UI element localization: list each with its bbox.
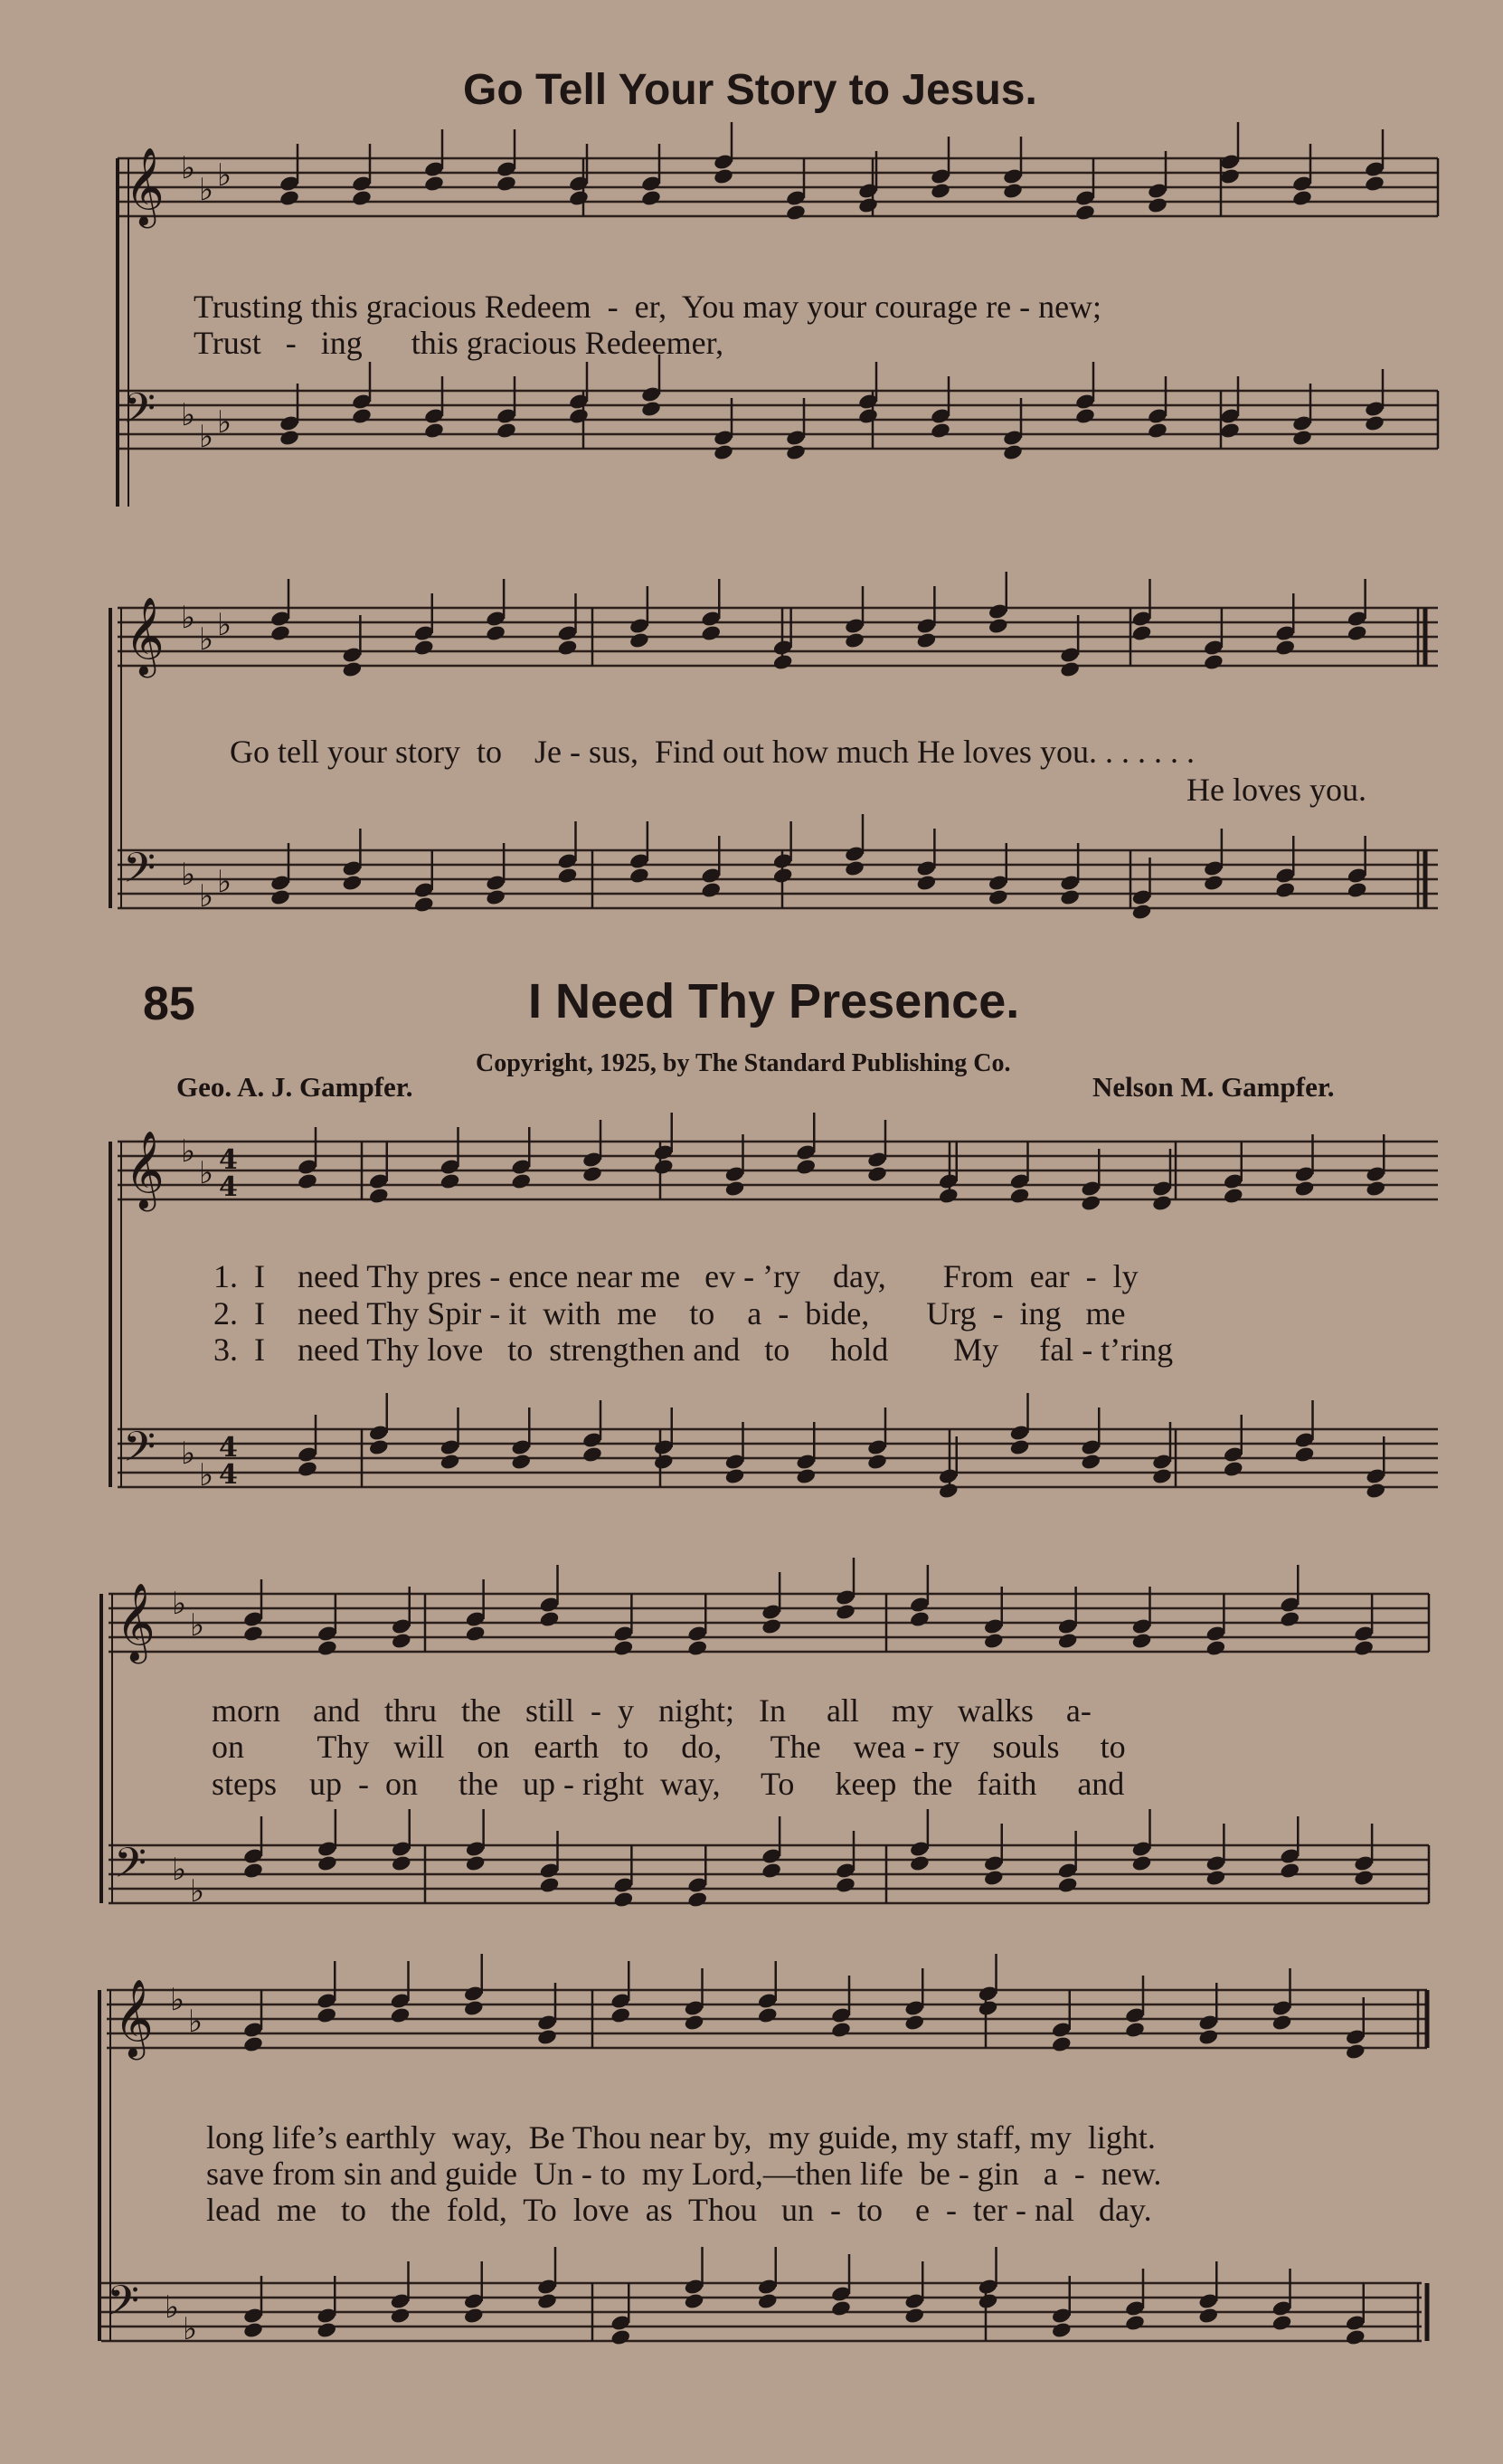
note-head	[391, 1854, 412, 1872]
note-head	[342, 874, 364, 892]
note-head	[390, 2006, 411, 2024]
note-head	[724, 1180, 746, 1198]
note-head	[1219, 167, 1241, 185]
svg-text:𝄢: 𝄢	[123, 844, 156, 903]
note-head	[988, 888, 1009, 906]
note-head	[772, 867, 794, 885]
note-head	[1051, 2321, 1073, 2339]
hymn1-s2-lyric2: He loves you.	[1186, 772, 1366, 808]
svg-text:𝄢: 𝄢	[123, 1423, 156, 1482]
note-head	[279, 189, 300, 207]
note-head	[368, 1187, 390, 1205]
note-head	[1124, 2021, 1146, 2039]
hymn2-s3-verse1: long life’s earthly way, Be Thou near by, my guide, my staff, my light.	[206, 2119, 1156, 2156]
note-head	[1364, 414, 1385, 432]
svg-text:4: 4	[219, 1144, 238, 1176]
note-head	[1271, 2314, 1293, 2332]
note-head	[857, 407, 879, 425]
note-head	[903, 2307, 925, 2325]
svg-text:♭: ♭	[165, 2289, 180, 2326]
note-head	[539, 1876, 561, 1894]
note-head	[686, 1639, 708, 1657]
note-head	[835, 1876, 856, 1894]
note-head	[297, 1460, 318, 1478]
note-head	[844, 631, 865, 649]
note-head	[496, 422, 517, 440]
svg-text:♭: ♭	[199, 419, 214, 455]
note-head	[686, 1891, 708, 1909]
note-head	[785, 443, 807, 461]
note-head	[1223, 1460, 1244, 1478]
svg-text:𝄢: 𝄢	[114, 1839, 147, 1898]
note-head	[830, 2299, 852, 2317]
note-head	[613, 1639, 635, 1657]
hymn-number: 85	[143, 978, 195, 1030]
note-head	[496, 175, 517, 193]
note-head	[269, 888, 291, 906]
svg-text:𝄢: 𝄢	[107, 2277, 140, 2336]
note-head	[1057, 1876, 1079, 1894]
note-head	[242, 1862, 264, 1880]
note-head	[1131, 624, 1153, 642]
hymn2-title: I Need Thy Presence.	[528, 974, 1020, 1028]
note-head	[269, 624, 291, 642]
hymn1-s2-lyric1: Go tell your story to Je - sus, Find out how much He loves you. . . . . . .	[230, 734, 1195, 770]
note-head	[1080, 1453, 1101, 1471]
note-head	[1059, 660, 1081, 678]
note-head	[1057, 1632, 1079, 1650]
note-head	[713, 443, 734, 461]
svg-text:♭: ♭	[199, 1155, 214, 1191]
note-head	[316, 2321, 337, 2339]
note-head	[317, 1639, 338, 1657]
note-head	[700, 624, 722, 642]
note-head	[930, 422, 951, 440]
note-head	[1345, 2328, 1366, 2346]
note-head	[465, 1854, 487, 1872]
note-head	[463, 2307, 485, 2325]
note-head	[390, 2307, 411, 2325]
note-head	[465, 1625, 487, 1643]
note-head	[297, 1172, 318, 1190]
note-head	[857, 196, 879, 214]
note-head	[1059, 888, 1081, 906]
composer-credit: Nelson M. Gampfer.	[1092, 1071, 1335, 1103]
note-head	[1151, 1194, 1173, 1212]
note-head	[844, 859, 865, 877]
note-head	[440, 1172, 461, 1190]
svg-text:𝄞: 𝄞	[125, 1131, 165, 1208]
note-head	[1151, 1467, 1173, 1485]
note-head	[613, 1891, 635, 1909]
note-head	[242, 2321, 264, 2339]
note-head	[629, 867, 650, 885]
svg-text:♭: ♭	[188, 2004, 203, 2040]
note-head	[1197, 2028, 1219, 2046]
note-head	[1365, 1180, 1386, 1198]
note-head	[795, 1467, 817, 1485]
note-head	[1291, 429, 1313, 447]
note-head	[1147, 422, 1168, 440]
note-head	[413, 896, 435, 914]
note-head	[1219, 422, 1241, 440]
svg-text:♭: ♭	[217, 157, 232, 194]
svg-text:♭: ♭	[217, 607, 232, 643]
hymn2-s3-verse2: save from sin and guide Un - to my Lord,—then life be - gin a - new.	[206, 2156, 1162, 2192]
note-head	[1009, 1438, 1031, 1456]
svg-text:4: 4	[219, 1432, 238, 1464]
note-head	[279, 429, 300, 447]
note-head	[1279, 1862, 1300, 1880]
note-head	[761, 1617, 782, 1635]
note-head	[536, 2028, 558, 2046]
note-head	[1294, 1180, 1316, 1198]
hymn2-s1-verse2: 2. I need Thy Spir - it with me to a - bide, Urg - ing me	[213, 1295, 1126, 1332]
note-head	[557, 639, 579, 657]
note-head	[1131, 1854, 1153, 1872]
note-head	[988, 617, 1009, 635]
note-head	[391, 1632, 412, 1650]
svg-text:♭: ♭	[199, 621, 214, 658]
lyricist-credit: Geo. A. J. Gampfer.	[176, 1071, 413, 1103]
note-head	[1271, 2014, 1293, 2032]
svg-text:♭: ♭	[172, 1586, 187, 1622]
svg-text:♭: ♭	[181, 600, 196, 636]
note-head	[316, 2006, 337, 2024]
svg-text:♭: ♭	[190, 1607, 205, 1644]
note-head	[1124, 2314, 1146, 2332]
note-head	[938, 1482, 959, 1500]
note-head	[242, 1625, 264, 1643]
note-head	[916, 874, 938, 892]
note-head	[1074, 204, 1096, 222]
note-head	[423, 175, 445, 193]
note-head	[610, 2328, 631, 2346]
note-head	[978, 1999, 999, 2017]
note-head	[983, 1869, 1005, 1887]
svg-text:𝄞: 𝄞	[114, 1979, 154, 2057]
note-head	[978, 2292, 999, 2310]
note-head	[485, 888, 506, 906]
svg-text:4: 4	[219, 1171, 238, 1203]
note-head	[568, 407, 590, 425]
hymn1-s1-lyric1: Trusting this gracious Redeem - er, You may your courage re - new;	[194, 289, 1102, 325]
note-head	[640, 400, 662, 418]
hymn2-s3-verse3: lead me to the fold, To love as Thou un - to e - ter - nal day.	[206, 2192, 1152, 2228]
note-head	[351, 189, 373, 207]
note-head	[1203, 874, 1224, 892]
note-head	[1051, 2035, 1073, 2053]
note-head	[440, 1453, 461, 1471]
note-head	[485, 624, 506, 642]
note-head	[1197, 2307, 1219, 2325]
svg-text:♭: ♭	[181, 1133, 196, 1170]
note-head	[653, 1158, 675, 1176]
note-head	[757, 2292, 779, 2310]
note-head	[938, 1187, 959, 1205]
note-head	[1347, 881, 1368, 899]
note-head	[568, 189, 590, 207]
note-head	[700, 881, 722, 899]
note-head	[1274, 639, 1296, 657]
note-head	[684, 2014, 705, 2032]
note-head	[510, 1172, 532, 1190]
note-head	[1147, 196, 1168, 214]
hymn2-s2-verse3: steps up - on the up - right way, To keep the faith and	[212, 1766, 1125, 1802]
note-head	[795, 1158, 817, 1176]
svg-text:4: 4	[219, 1459, 238, 1491]
svg-text:♭: ♭	[172, 1852, 187, 1888]
copyright-line: Copyright, 1925, by The Standard Publishing Co.	[476, 1049, 1011, 1077]
note-heads	[242, 122, 1386, 2346]
note-head	[909, 1610, 931, 1628]
svg-text:♭: ♭	[181, 857, 196, 893]
hymn2-s1-verse3: 3. I need Thy love to strengthen and to hold My fal - t’ring	[213, 1332, 1174, 1368]
note-head	[640, 189, 662, 207]
svg-text:♭: ♭	[170, 1982, 185, 2018]
note-head	[536, 2292, 558, 2310]
note-head	[1353, 1869, 1375, 1887]
svg-text:♭: ♭	[183, 2311, 198, 2347]
note-head	[610, 2006, 631, 2024]
note-head	[510, 1453, 532, 1471]
note-head	[413, 639, 435, 657]
note-head	[1345, 2042, 1366, 2061]
note-head	[909, 1854, 931, 1872]
note-head	[581, 1445, 603, 1464]
note-head	[342, 660, 364, 678]
note-head	[1365, 1482, 1386, 1500]
note-head	[757, 2006, 779, 2024]
hymn1-title: Go Tell Your Story to Jesus.	[463, 66, 1037, 114]
note-head	[785, 204, 807, 222]
note-head	[1131, 903, 1153, 921]
note-head	[1131, 1632, 1153, 1650]
note-head	[761, 1862, 782, 1880]
note-head	[463, 1999, 485, 2017]
note-head	[1205, 1869, 1227, 1887]
svg-text:𝄞: 𝄞	[125, 147, 165, 225]
note-head	[1223, 1187, 1244, 1205]
svg-text:♭: ♭	[181, 1436, 196, 1472]
hymn2-s2-verse2: on Thy will on earth to do, The wea - ry souls to	[212, 1729, 1126, 1765]
note-head	[1291, 189, 1313, 207]
note-head	[242, 2035, 264, 2053]
note-head	[1347, 624, 1368, 642]
note-head	[724, 1467, 746, 1485]
note-head	[772, 653, 794, 671]
note-head	[835, 1603, 856, 1621]
hymn1-s1-lyric2: Trust - ing this gracious Redeemer,	[194, 325, 724, 361]
note-head	[1274, 881, 1296, 899]
note-head	[1279, 1610, 1300, 1628]
note-head	[1364, 175, 1385, 193]
svg-text:♭: ♭	[217, 864, 232, 900]
note-head	[1002, 443, 1024, 461]
note-head	[983, 1632, 1005, 1650]
svg-text:𝄢: 𝄢	[123, 384, 156, 443]
note-head	[830, 2021, 852, 2039]
note-head	[368, 1438, 390, 1456]
note-head	[684, 2292, 705, 2310]
note-head	[557, 867, 579, 885]
note-head	[1002, 182, 1024, 200]
note-head	[317, 1854, 338, 1872]
note-head	[539, 1610, 561, 1628]
note-head	[1353, 1639, 1375, 1657]
svg-text:♭: ♭	[181, 397, 196, 433]
note-head	[866, 1165, 888, 1183]
note-head	[903, 2014, 925, 2032]
svg-text:♭: ♭	[190, 1873, 205, 1910]
note-head	[629, 631, 650, 649]
hymn2-s1-verse1: 1. I need Thy pres - ence near me ev - ’ry day, From ear - ly	[213, 1258, 1139, 1294]
note-head	[1203, 653, 1224, 671]
svg-text:♭: ♭	[217, 404, 232, 441]
note-head	[866, 1453, 888, 1471]
note-head	[916, 631, 938, 649]
note-head	[581, 1165, 603, 1183]
hymn2-s2-verse1: morn and thru the still - y night; In all my walks a-	[212, 1692, 1092, 1729]
svg-text:♭: ♭	[199, 878, 214, 915]
svg-text:𝄞: 𝄞	[125, 597, 165, 675]
note-head	[1294, 1445, 1316, 1464]
note-head	[713, 167, 734, 185]
svg-text:♭: ♭	[199, 1457, 214, 1493]
note-head	[1080, 1194, 1101, 1212]
note-head	[423, 422, 445, 440]
note-head	[653, 1453, 675, 1471]
svg-text:𝄞: 𝄞	[116, 1583, 156, 1661]
note-head	[930, 182, 951, 200]
note-head	[351, 407, 373, 425]
note-head	[1009, 1187, 1031, 1205]
svg-text:♭: ♭	[199, 172, 214, 208]
note-head	[1074, 407, 1096, 425]
note-head	[1205, 1639, 1227, 1657]
svg-text:♭: ♭	[181, 150, 196, 186]
